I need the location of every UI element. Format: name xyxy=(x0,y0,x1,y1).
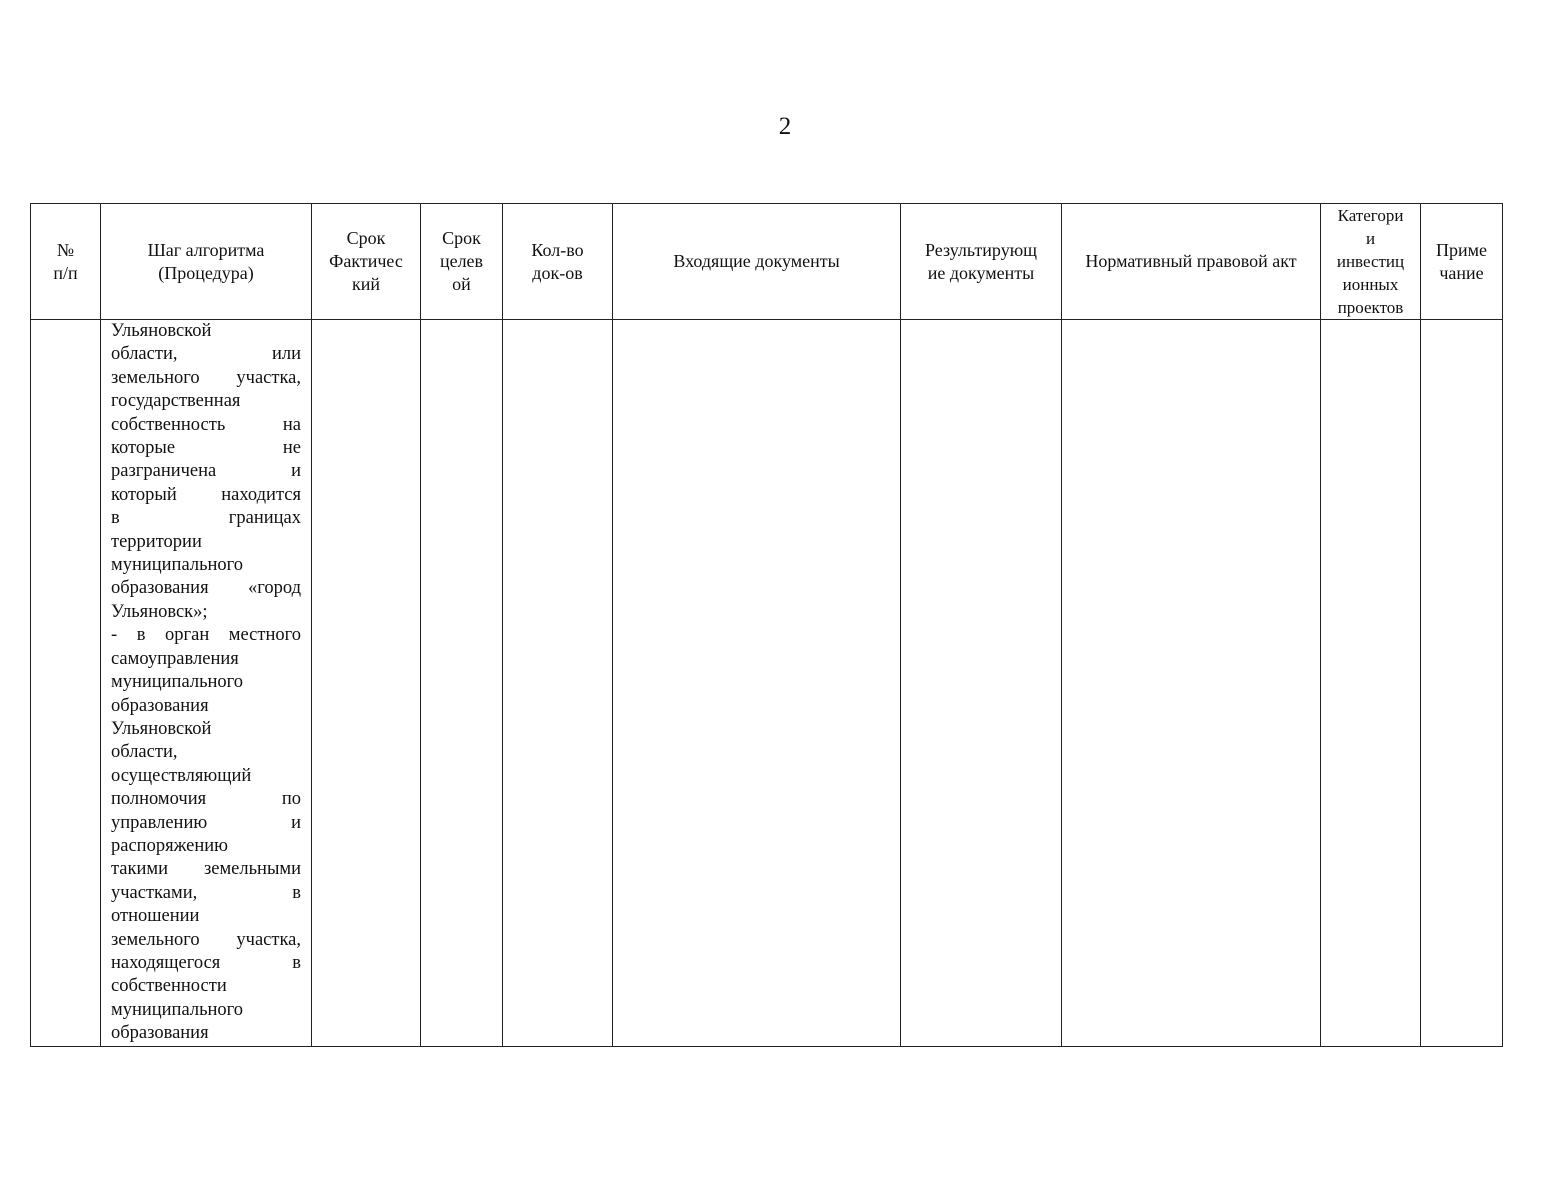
cell-number xyxy=(31,320,101,1047)
header-line: ионных xyxy=(1342,275,1399,294)
header-line: Нормативный правовой акт xyxy=(1085,251,1297,271)
step-line: Ульяновск»; xyxy=(111,601,208,622)
header-line: док-ов xyxy=(532,262,583,283)
header-row xyxy=(31,204,1503,320)
header-result-documents xyxy=(901,204,1062,320)
step-line: собственности xyxy=(111,976,227,997)
step-line: образования xyxy=(111,1023,209,1044)
step-line: Ульяновской xyxy=(111,321,212,341)
step-line: образования xyxy=(111,695,209,716)
header-line: проектов xyxy=(1337,298,1404,317)
step-line: управлению и xyxy=(111,812,301,833)
algorithm-table xyxy=(30,203,1503,1047)
step-line: находящегося в xyxy=(111,952,301,973)
page-number: 2 xyxy=(778,113,792,140)
step-line: который находится xyxy=(111,484,301,505)
cell-incoming-documents xyxy=(613,320,901,1047)
step-line: собственность на xyxy=(111,414,301,435)
step-line: государственная xyxy=(111,391,241,412)
header-line: инвестиц xyxy=(1336,252,1405,271)
step-line: муниципального xyxy=(111,555,244,576)
step-line: разграничена и xyxy=(111,461,301,482)
step-line: самоуправления xyxy=(111,648,239,669)
step-line: такими земельными xyxy=(111,859,301,880)
header-legal-act xyxy=(1062,204,1321,320)
cell-doc-count xyxy=(503,320,613,1047)
header-line: ие документы xyxy=(927,262,1035,283)
table-header xyxy=(31,204,1503,320)
table-row xyxy=(31,320,1503,1047)
step-line: участками, в xyxy=(111,882,301,903)
cell-legal-act xyxy=(1062,320,1321,1047)
header-line: Срок xyxy=(442,228,481,248)
header-line: Категори xyxy=(1337,206,1404,225)
step-line: муниципального xyxy=(111,672,244,693)
step-line: области, или xyxy=(111,344,301,365)
header-line: Приме xyxy=(1435,239,1487,260)
header-line: Фактичес xyxy=(329,251,403,271)
step-line: земельного участка, xyxy=(111,367,301,388)
header-incoming-documents xyxy=(613,204,901,320)
header-investment-categories xyxy=(1321,204,1421,320)
step-line: Ульяновской xyxy=(111,718,212,739)
header-step xyxy=(101,204,312,320)
step-line: земельного участка, xyxy=(111,929,301,950)
header-line: № xyxy=(56,239,75,260)
header-line: Шаг алгоритма xyxy=(147,239,265,260)
cell-term-target xyxy=(421,320,503,1047)
step-line: осуществляющий xyxy=(111,765,252,786)
header-line: п/п xyxy=(53,262,78,283)
step-line: распоряжению xyxy=(111,835,228,856)
header-term-target xyxy=(421,204,503,320)
step-line: - в орган местного xyxy=(111,625,301,646)
header-doc-count xyxy=(503,204,613,320)
header-line: кий xyxy=(351,274,380,294)
header-line: целев xyxy=(439,251,484,271)
step-line: отношении xyxy=(111,906,200,927)
step-text xyxy=(101,320,311,1046)
header-line: и xyxy=(1365,229,1376,248)
step-line: образования «город xyxy=(111,578,301,599)
header-line: Кол-во xyxy=(531,239,584,260)
header-note xyxy=(1421,204,1503,320)
cell-investment-categories xyxy=(1321,320,1421,1047)
cell-note xyxy=(1421,320,1503,1047)
header-line: Срок xyxy=(346,228,386,248)
header-number xyxy=(31,204,101,320)
header-line: (Процедура) xyxy=(158,262,254,283)
header-line: Результирующ xyxy=(925,239,1037,260)
step-line: муниципального xyxy=(111,999,244,1020)
step-line: территории xyxy=(111,531,202,552)
cell-term-actual xyxy=(312,320,421,1047)
header-line: чание xyxy=(1439,262,1484,283)
step-line: полномочия по xyxy=(111,789,301,810)
header-line: ой xyxy=(452,274,471,294)
header-line: Входящие документы xyxy=(673,251,840,271)
header-term-actual xyxy=(312,204,421,320)
cell-result-documents xyxy=(901,320,1062,1047)
cell-step xyxy=(101,320,312,1047)
step-line: которые не xyxy=(111,438,301,459)
step-line: области, xyxy=(111,742,178,763)
step-line: в границах xyxy=(111,508,301,529)
